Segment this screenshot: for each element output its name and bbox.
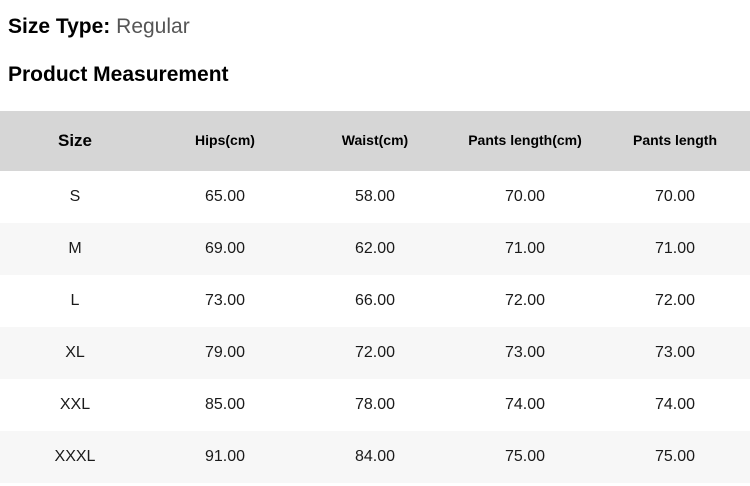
table-row — [0, 171, 750, 223]
cell-size: S — [0, 171, 150, 223]
column-header-size: Size — [0, 111, 150, 171]
size-type-line — [0, 0, 750, 40]
cell-hips: 91.00 — [150, 431, 300, 483]
page-title: Product Measurement — [8, 63, 229, 87]
cell-pants-length: 73.00 — [600, 327, 750, 379]
cell-hips: 79.00 — [150, 327, 300, 379]
cell-hips: 65.00 — [150, 171, 300, 223]
cell-pants-length: 75.00 — [600, 431, 750, 483]
table-header — [0, 111, 750, 171]
cell-size: M — [0, 223, 150, 275]
cell-pants-length: 72.00 — [600, 275, 750, 327]
cell-pants-length-cm: 70.00 — [450, 171, 600, 223]
cell-waist: 84.00 — [300, 431, 450, 483]
cell-pants-length: 70.00 — [600, 171, 750, 223]
measurement-table — [0, 111, 750, 483]
column-header-waist: Waist(cm) — [300, 111, 450, 171]
cell-waist: 78.00 — [300, 379, 450, 431]
cell-pants-length: 71.00 — [600, 223, 750, 275]
table-row — [0, 327, 750, 379]
column-header-hips: Hips(cm) — [150, 111, 300, 171]
cell-pants-length-cm: 75.00 — [450, 431, 600, 483]
cell-waist: 72.00 — [300, 327, 450, 379]
table-header-row — [0, 111, 750, 171]
cell-pants-length-cm: 72.00 — [450, 275, 600, 327]
column-header-pants-length: Pants length — [600, 111, 750, 171]
table-row — [0, 379, 750, 431]
column-header-pants-length-cm: Pants length(cm) — [450, 111, 600, 171]
table-body — [0, 171, 750, 483]
cell-hips: 69.00 — [150, 223, 300, 275]
cell-size: XL — [0, 327, 150, 379]
cell-pants-length-cm: 71.00 — [450, 223, 600, 275]
cell-size: XXXL — [0, 431, 150, 483]
cell-pants-length-cm: 74.00 — [450, 379, 600, 431]
table-row — [0, 431, 750, 483]
size-type-value: Regular — [116, 15, 190, 38]
cell-pants-length: 74.00 — [600, 379, 750, 431]
cell-hips: 73.00 — [150, 275, 300, 327]
cell-hips: 85.00 — [150, 379, 300, 431]
table-row — [0, 275, 750, 327]
cell-waist: 58.00 — [300, 171, 450, 223]
cell-waist: 66.00 — [300, 275, 450, 327]
table-row — [0, 223, 750, 275]
cell-waist: 62.00 — [300, 223, 450, 275]
size-type-label: Size Type: — [8, 15, 111, 38]
cell-size: XXL — [0, 379, 150, 431]
cell-size: L — [0, 275, 150, 327]
cell-pants-length-cm: 73.00 — [450, 327, 600, 379]
